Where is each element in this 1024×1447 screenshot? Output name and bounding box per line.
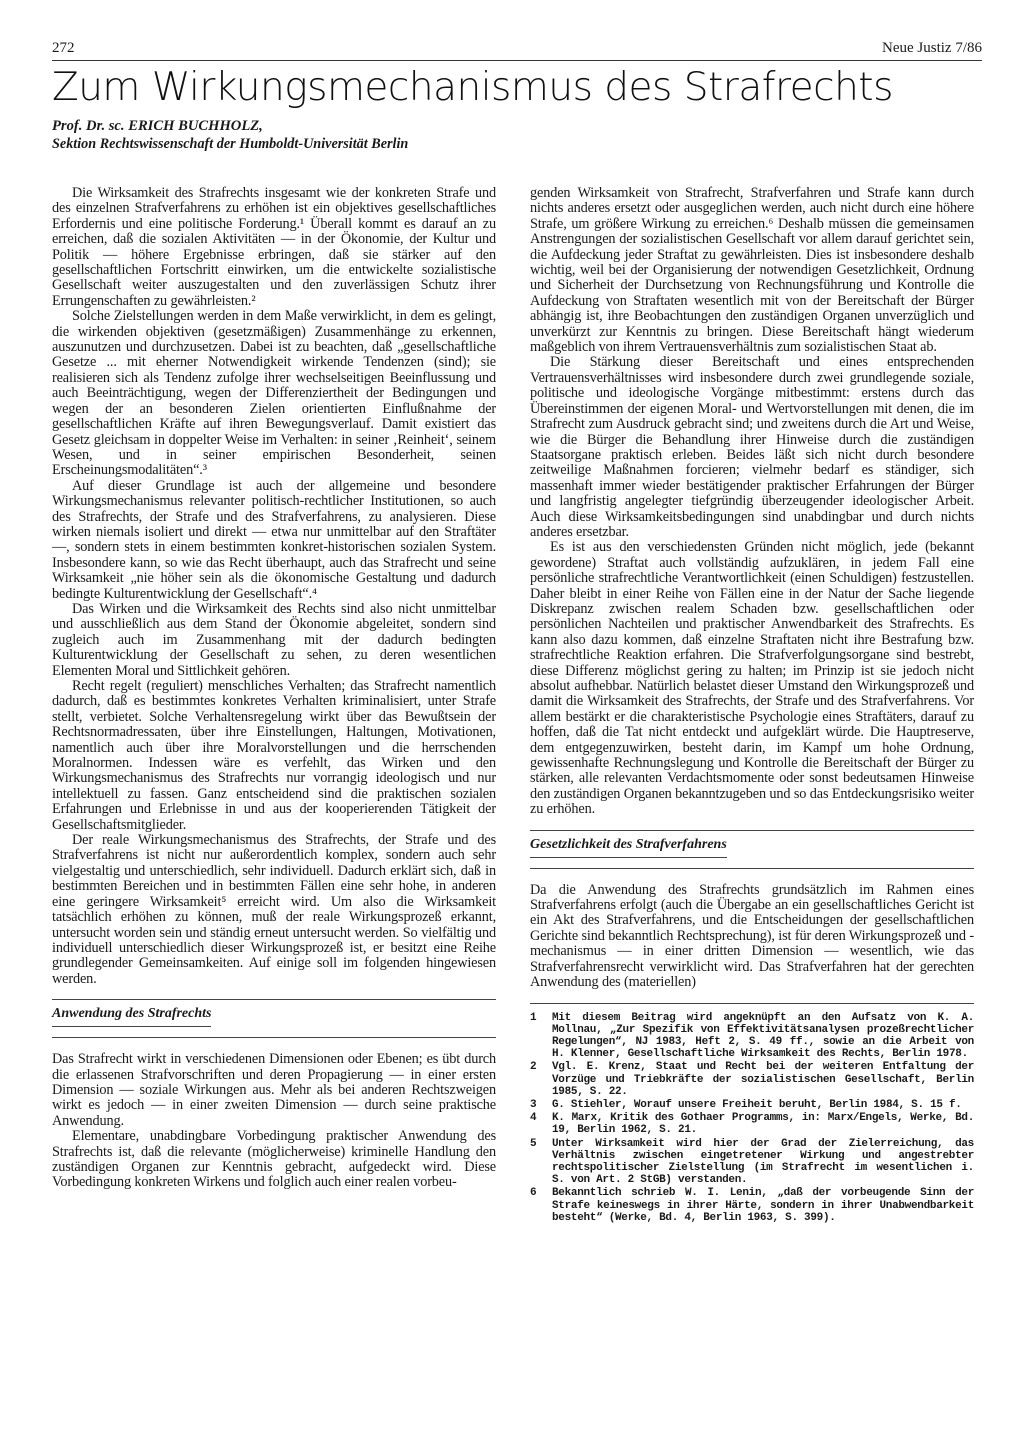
footnote-text: K. Marx, Kritik des Gothaer Programms, in: Marx/Engels, Werke, Bd. 19, Berlin 1962, S. 21. [552,1112,974,1137]
paragraph: Es ist aus den verschiedensten Gründen nicht möglich, jede (bekannt gewordene) Straftat auch vollständig aufzuklären, in jedem Fall eine persönliche strafrechtliche Verantwortlichkeit (einen Schuldigen) festzustellen. Daher bleibt in einer Reihe von Fällen eine in der Natur der Sache liegende Diskrepanz zwischen realem Schaden bzw. gesellschaftlichen oder persönlichen Nachteilen und praktischer Anwendbarkeit des Strafrechts. Es kann also dazu kommen, daß einzelne Straftaten nicht ihre Bestrafung bzw. strafrechtliche Reaktion erfahren. Die Strafverfolgungsorgane sind bestrebt, diese Differenz möglichst gering zu halten; im Prinzip ist sie jedoch nicht absolut aufhebbar. Natürlich belastet dieser Umstand den Wirkungsprozeß und damit die Wirksamkeit des Strafrechts, der Strafe und des Strafverfahrens. Vor allem bestärkt er die charakteristische Psychologie eines Straftäters, darauf zu hoffen, daß die Tat nicht entdeckt und aufgeklärt würde. Die Hauptreserve, dem entgegenzuwirken, besteht darin, im Kampf um hohe Ordnung, gewissenhafte Rechnungslegung und Kontrolle die Bereitschaft der Bürger zu stärken, alle relevanten Verdachtsmomente oder sonst bedeutsamen Hinweise den zuständigen Organen bekanntzugeben und so das Entdeckungsrisiko weiter zu erhöhen. [530,539,974,818]
footnote [530,1061,974,1098]
paragraph: Recht regelt (reguliert) menschliches Verhalten; das Strafrecht namentlich dadurch, daß es bestimmtes konkretes Verhalten kriminalisiert, unter Strafe stellt, verbietet. Solche Verhaltensregelung wirkt über das Bewußtsein der Rechtsnormadressaten, über ihre Einstellungen, Haltungen, Motivationen, namentlich auch über ihre Moralvorstellungen und die herrschenden Moralnormen. Indessen wäre es verfehlt, das Wirken und den Wirkungsmechanismus des Strafrechts nur vorrangig ideologisch und nur intellektuell zu fassen. Ganz entscheidend sind die praktischen sozialen Erfahrungen und Erlebnisse in und aus der kooperierenden Tätigkeit der Gesellschaftsmitglieder. [52,678,496,833]
paragraph: Der reale Wirkungsmechanismus des Strafrechts, der Strafe und des Strafverfahrens ist nicht nur außerordentlich komplex, sondern auch sehr vielgestaltig und unterschiedlich, sehr individuell. Dadurch erklärt sich, daß in bestimmten Bereichen und in bestimmten Fällen eine sehr hohe, in anderen eine geringere Wirksamkeit⁵ erreicht wird. Um also die Wirksamkeit tatsächlich erhöhen zu können, muß der reale Wirkungsprozeß erkannt, untersucht worden sein und ständig erneut untersucht werden. So vielfältig und individuell unterschiedlich dieser Wirkungsprozeß ist, er besitzt eine Reihe grundlegender Gemeinsamkeiten. Auf einige soll im folgenden hingewiesen werden. [52,832,496,987]
section-heading-text: Anwendung des Strafrechts [52,1006,211,1027]
paragraph: Solche Zielstellungen werden in dem Maße verwirklicht, in dem es gelingt, die wirkenden objektiven (gesetzmäßigen) Zusammenhänge zu erkennen, auszunutzen und durchzusetzen. Dabei ist zu beachten, daß „gesellschaftliche Gesetze ... mit eherner Notwendigkeit wirkende Tendenzen (sind); sie realisieren sich als Tendenz zufolge ihrer wechselseitigen Beeinflussung und auch Beeinträchtigung, wegen der Differenziertheit der Bedingungen und wegen der an besonderen Zielen orientierten Einflußnahme der gesellschaftlichen Kräfte auf ihren Bewegungsverlauf. Damit existiert das Gesetz gleichsam in doppelter Weise im Verhalten: in seiner ‚Reinheit‘, seinem Wesen, und in seiner empirischen Besonderheit, seinen Erscheinungsmodalitäten“.³ [52,308,496,479]
footnote-text: Unter Wirksamkeit wird hier der Grad der Zielerreichung, das Verhältnis zwischen eingetretener Wirkung und angestrebter rechtspolitischer Zielstellung (im Strafrecht im wesentlichen i. S. von Art. 2 StGB) verstanden. [552,1137,974,1187]
article-title: Zum Wirkungsmechanismus des Strafrechts [52,65,893,110]
author-affiliation: Sektion Rechtswissenschaft der Humboldt-Universität Berlin [52,136,409,152]
journal-issue: Neue Justiz 7/86 [882,40,982,56]
footnote [530,1138,974,1187]
footnote-divider [530,1003,974,1004]
right-column [530,186,974,1225]
paragraph: Elementare, unabdingbare Vorbedingung praktischer Anwendung des Strafrechts ist, daß die relevante (möglicherweise) kriminelle Handlung den zuständigen Organen zur Kenntnis gebracht, aufgedeckt wird. Diese Vorbedingung konkreten Wirkens und folglich auch einer realen vorbeu- [52,1128,496,1191]
footnote-text: G. Stiehler, Worauf unsere Freiheit beruht, Berlin 1984, S. 15 f. [552,1098,962,1111]
author-block [52,117,982,153]
footnote [530,1012,974,1061]
paragraph: Das Strafrecht wirkt in verschiedenen Dimensionen oder Ebenen; es übt durch die erlassenen Strafvorschriften und deren Propagierung — in einer ersten Dimension — soziale Wirkungen aus. Mehr als bei anderen Rechtszweigen wirkt es jedoch — in einer zweiten Dimension — durch seine praktische Anwendung. [52,1051,496,1129]
footnote-number: 5 [530,1137,537,1150]
paragraph: Da die Anwendung des Strafrechts grundsätzlich im Rahmen eines Strafverfahrens erfolgt (auch die Übergabe an ein gesellschaftliches Gericht ist ein Akt des Strafverfahrens, und die Entscheidungen der gesellschaftlichen Gerichte sind bekanntlich Rechtsprechung), ist für deren Wirkungsprozeß und -mechanismus — in einer dritten Dimension — wesentlich, wie das Strafverfahrensrecht verwirklicht wird. Das Strafverfahren hat der gerechten Anwendung des (materiellen) [530,881,974,991]
section-heading [530,830,974,869]
footnote-number: 2 [530,1061,537,1074]
footnote [530,1187,974,1224]
footnote [530,1112,974,1136]
footnote-text: Vgl. E. Krenz, Staat und Recht bei der weiteren Entfaltung der Vorzüge und Triebkräfte der sozialistischen Gesellschaft, Berlin 1985, S. 22. [552,1061,974,1098]
paragraph: Die Wirksamkeit des Strafrechts insgesamt wie der konkreten Strafe und des einzelnen Strafverfahrens zu erhöhen ist ein objektives gesellschaftliches Erfordernis und eine politische Forderung.¹ Überall kommt es darauf an zu erreichen, daß die sozialen Aktivitäten — in der Ökonomie, der Kultur und Politik — höhere Ergebnisse erbringen, daß sie stärker auf den gesellschaftlichen Fortschritt einwirken, um die entwickelte sozialistische Gesellschaft weiter auszugestalten und den zuverlässigen Schutz ihrer Errungenschaften zu gewährleisten.² [52,185,496,309]
footnote-number: 6 [530,1187,537,1200]
running-header [52,40,982,61]
footnote [530,1099,974,1111]
paragraph: Die Stärkung dieser Bereitschaft und eines entsprechenden Vertrauensverhältnisses wird insbesondere durch zwei grundlegende soziale, politische und ideologische Vorgänge mitbestimmt: erstens durch das Übereinstimmen der eigenen Moral- und Wertvorstellungen mit denen, die im Strafrecht zum Ausdruck gebracht sind; und zweitens durch die Art und Weise, wie die Bürger die Behandlung ihrer Hinweise durch die zuständigen Staatsorgane praktisch erleben. Beides läßt sich nicht durch besondere zeitweilige Maßnahmen forcieren; vielmehr bedarf es ständiger, sich massenhaft immer wieder bestätigender praktischer Erfahrungen der Bürger und langfristig angelegter tiefgründig überzeugender ideologischer Arbeit. Auch diese Wirksamkeitsbedingungen sind unabdingbar und durch nichts anderes ersetzbar. [530,354,974,540]
section-heading-text: Gesetzlichkeit des Strafverfahrens [530,837,727,858]
left-column [52,186,496,1191]
footnote-number: 1 [530,1011,537,1024]
page-number: 272 [52,40,75,56]
page [52,40,982,1435]
footnote-text: Bekanntlich schrieb W. I. Lenin, „daß der vorbeugende Sinn der Strafe keineswegs in ihrer Härte, sondern in ihrer Unabwendbarkeit besteht“ (Werke, Bd. 4, Berlin 1963, S. 399). [552,1187,974,1224]
footnotes [530,1012,974,1224]
section-heading [52,999,496,1038]
paragraph: genden Wirksamkeit von Strafrecht, Strafverfahren und Strafe kann durch nichts anderes ersetzt oder ausgeglichen werden, auch nicht durch eine höhere Strafe, um größere Wirkung zu erreichen.⁶ Deshalb müssen die gemeinsamen Anstrengungen der sozialistischen Gesellschaft vor allem darauf gerichtet sein, die Aufdeckung jeder Straftat zu gewährleisten. Dies ist insbesondere deshalb wichtig, weil bei der Organisierung der notwendigen Gesetzlichkeit, Ordnung und Sicherheit der Durchsetzung von Rechnungsführung und Kontrolle die Aufdeckung von Straftaten wesentlich mit von der Bereitschaft der Bürger abhängig ist, ihre Beobachtungen den zuständigen Organen unverzüglich und unverkürzt zur Kenntnis zu bringen. Diese Bereitschaft hängt wiederum maßgeblich von ihrem Vertrauensverhältnis zum sozialistischen Staat ab. [530,185,974,356]
paragraph: Das Wirken und die Wirksamkeit des Rechts sind also nicht unmittelbar und ausschließlich aus dem Stand der Ökonomie abgeleitet, sondern sind zugleich auch im Zusammenhang mit der dadurch bedingten Kulturentwicklung der Gesellschaft zu sehen, zu deren wesentlichen Elementen Moral und Sittlichkeit gehören. [52,600,496,679]
author-name: Prof. Dr. sc. ERICH BUCHHOLZ, [52,118,263,134]
footnote-text: Mit diesem Beitrag wird angeknüpft an den Aufsatz von K. A. Mollnau, „Zur Spezifik von Effektivitätsanalysen prozeßrechtlicher Regelungen“, NJ 1983, Heft 2, S. 49 ff., sowie an die Arbeit von H. Klenner, Gesellschaftliche Wirksamkeit des Rechts, Berlin 1978. [552,1011,974,1061]
paragraph: Auf dieser Grundlage ist auch der allgemeine und besondere Wirkungsmechanismus relevanter politisch-rechtlicher Institutionen, so auch des Strafrechts, der Strafe und des Strafverfahrens, zu analysieren. Diese wirken niemals isoliert und direkt — etwa nur unmittelbar auf den Straftäter —, sondern stets in einem bestimmten konkret-historischen sozialen System. Insbesondere kann, so wie das Recht überhaupt, auch das Strafrecht und seine Wirksamkeit „nie höher sein als die ökonomische Gestaltung und dadurch bedingte Kulturentwicklung der Gesellschaft“.⁴ [52,477,496,602]
footnote-number: 4 [530,1112,537,1125]
footnote-number: 3 [530,1098,537,1111]
